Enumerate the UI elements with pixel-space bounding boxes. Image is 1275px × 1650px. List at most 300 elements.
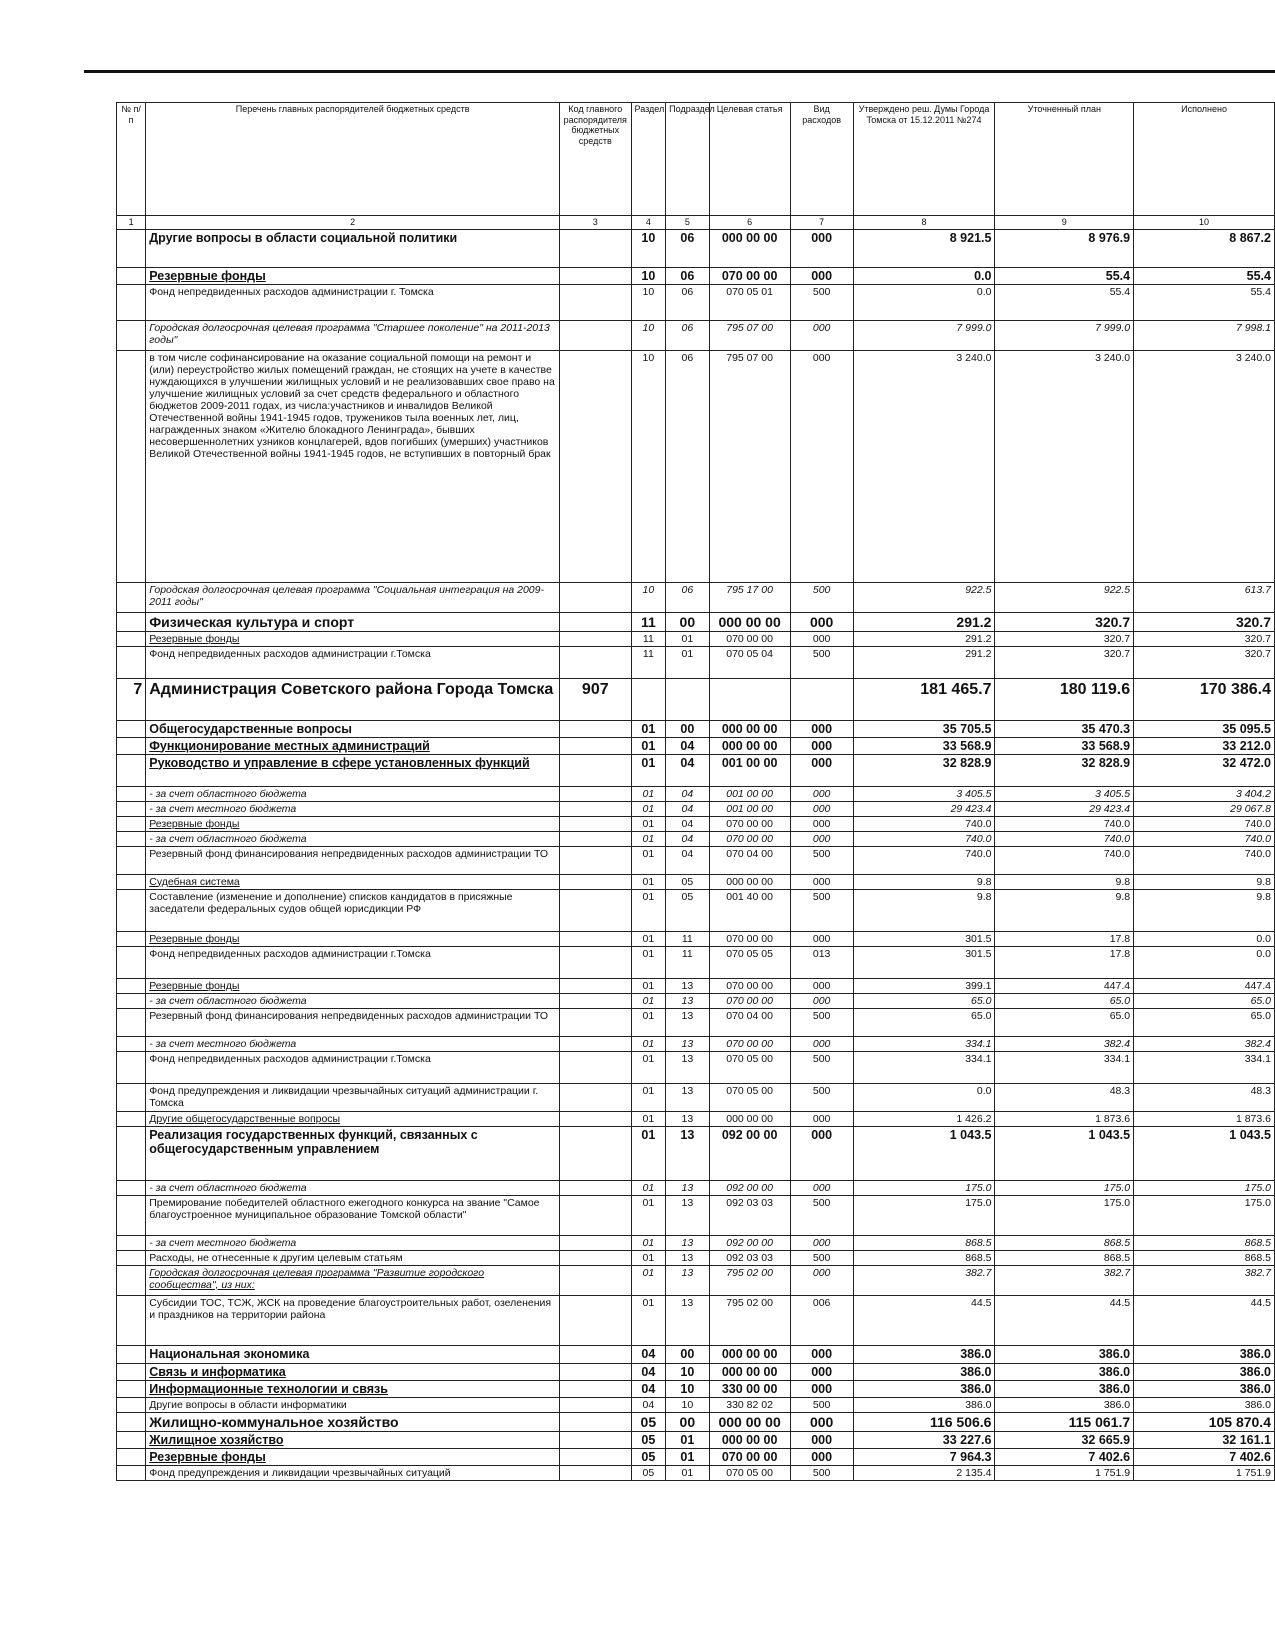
- table-row: [117, 801, 1275, 816]
- row-podrazdel: 13: [666, 1295, 709, 1345]
- row-name: Резервные фонды: [146, 1448, 560, 1465]
- row-podrazdel: 06: [666, 284, 709, 320]
- row-number: [117, 1465, 146, 1480]
- row-approved: 868.5: [853, 1235, 995, 1250]
- row-vid: 013: [790, 946, 853, 978]
- row-vid: 000: [790, 1448, 853, 1465]
- row-exec: 386.0: [1134, 1345, 1275, 1363]
- row-approved: 0.0: [853, 267, 995, 284]
- row-podrazdel: 01: [666, 1465, 709, 1480]
- colnum: 10: [1134, 216, 1275, 230]
- table-row: [117, 1180, 1275, 1195]
- row-target: 795 07 00: [709, 350, 790, 582]
- row-approved: 301.5: [853, 931, 995, 946]
- table-row: [117, 978, 1275, 993]
- row-plan: 382.4: [995, 1036, 1134, 1051]
- row-target: 000 00 00: [709, 737, 790, 754]
- row-approved: 0.0: [853, 284, 995, 320]
- row-name: Национальная экономика: [146, 1345, 560, 1363]
- row-plan: 33 568.9: [995, 737, 1134, 754]
- row-vid: 000: [790, 631, 853, 646]
- row-number: [117, 1380, 146, 1397]
- row-razdel: 01: [631, 816, 666, 831]
- row-plan: 65.0: [995, 993, 1134, 1008]
- row-plan: 382.7: [995, 1265, 1134, 1295]
- row-razdel: 04: [631, 1363, 666, 1380]
- row-podrazdel: 04: [666, 801, 709, 816]
- row-code: [560, 1250, 631, 1265]
- row-approved: 7 999.0: [853, 320, 995, 350]
- row-approved: 740.0: [853, 846, 995, 874]
- row-podrazdel: [666, 678, 709, 720]
- row-exec: 7 402.6: [1134, 1448, 1275, 1465]
- row-number: [117, 1363, 146, 1380]
- row-code: [560, 1363, 631, 1380]
- table-row: [117, 1126, 1275, 1180]
- row-vid: 000: [790, 1265, 853, 1295]
- row-target: 092 00 00: [709, 1180, 790, 1195]
- colnum: 2: [146, 216, 560, 230]
- row-approved: 32 828.9: [853, 754, 995, 786]
- row-target: 092 03 03: [709, 1195, 790, 1235]
- table-row: [117, 1295, 1275, 1345]
- row-podrazdel: 13: [666, 993, 709, 1008]
- row-target: 070 00 00: [709, 1036, 790, 1051]
- row-plan: 44.5: [995, 1295, 1134, 1345]
- row-number: [117, 350, 146, 582]
- row-name: Связь и информатика: [146, 1363, 560, 1380]
- row-exec: 3 404.2: [1134, 786, 1275, 801]
- row-plan: 334.1: [995, 1051, 1134, 1083]
- row-number: [117, 846, 146, 874]
- row-name: Составление (изменение и дополнение) списков кандидатов в присяжные заседатели федеральных судов общей юрисдикции РФ: [146, 889, 560, 931]
- row-razdel: 01: [631, 1295, 666, 1345]
- row-code: 907: [560, 678, 631, 720]
- row-code: [560, 874, 631, 889]
- row-razdel: 01: [631, 1180, 666, 1195]
- row-plan: 180 119.6: [995, 678, 1134, 720]
- row-name: Фонд непредвиденных расходов администрации г.Томска: [146, 1051, 560, 1083]
- row-podrazdel: 06: [666, 320, 709, 350]
- row-exec: 170 386.4: [1134, 678, 1275, 720]
- row-code: [560, 831, 631, 846]
- table-row: [117, 1448, 1275, 1465]
- row-vid: 500: [790, 846, 853, 874]
- row-approved: 291.2: [853, 631, 995, 646]
- row-plan: 447.4: [995, 978, 1134, 993]
- row-plan: 29 423.4: [995, 801, 1134, 816]
- row-name: Премирование победителей областного ежегодного конкурса на звание "Самое благоустроенное муниципальное образование Томской области": [146, 1195, 560, 1235]
- row-name: Городская долгосрочная целевая программа "Старшее поколение" на 2011-2013 годы": [146, 320, 560, 350]
- row-exec: 1 873.6: [1134, 1111, 1275, 1126]
- row-vid: 000: [790, 978, 853, 993]
- row-target: 000 00 00: [709, 1111, 790, 1126]
- row-razdel: [631, 678, 666, 720]
- row-exec: 44.5: [1134, 1295, 1275, 1345]
- row-podrazdel: 13: [666, 978, 709, 993]
- row-approved: 740.0: [853, 831, 995, 846]
- row-exec: 32 161.1: [1134, 1431, 1275, 1448]
- row-vid: 000: [790, 1036, 853, 1051]
- row-target: 070 05 00: [709, 1083, 790, 1111]
- row-approved: 9.8: [853, 874, 995, 889]
- row-code: [560, 1295, 631, 1345]
- header-approved: Утверждено реш. Думы Города Томска от 15.12.2011 №274: [853, 103, 995, 216]
- row-approved: 1 043.5: [853, 1126, 995, 1180]
- row-exec: 1 043.5: [1134, 1126, 1275, 1180]
- row-name: Другие общегосударственные вопросы: [146, 1111, 560, 1126]
- row-approved: 9.8: [853, 889, 995, 931]
- row-razdel: 10: [631, 320, 666, 350]
- row-number: [117, 737, 146, 754]
- row-exec: 320.7: [1134, 631, 1275, 646]
- row-number: [117, 284, 146, 320]
- row-podrazdel: 01: [666, 631, 709, 646]
- table-row: [117, 631, 1275, 646]
- table-row: [117, 1265, 1275, 1295]
- row-number: [117, 612, 146, 631]
- row-number: [117, 786, 146, 801]
- row-name: Общегосударственные вопросы: [146, 720, 560, 737]
- row-approved: 65.0: [853, 993, 995, 1008]
- row-name: Городская долгосрочная целевая программа "Развитие городского сообщества", из них:: [146, 1265, 560, 1295]
- row-exec: 868.5: [1134, 1250, 1275, 1265]
- row-razdel: 01: [631, 1235, 666, 1250]
- row-razdel: 01: [631, 754, 666, 786]
- row-razdel: 01: [631, 946, 666, 978]
- top-rule: [84, 70, 1275, 73]
- row-vid: 000: [790, 320, 853, 350]
- row-podrazdel: 13: [666, 1008, 709, 1036]
- row-name: Другие вопросы в области информатики: [146, 1397, 560, 1412]
- row-razdel: 10: [631, 284, 666, 320]
- row-podrazdel: 10: [666, 1397, 709, 1412]
- row-name: Фонд предупреждения и ликвидации чрезвычайных ситуаций: [146, 1465, 560, 1480]
- row-exec: 447.4: [1134, 978, 1275, 993]
- row-name: - за счет областного бюджета: [146, 831, 560, 846]
- row-number: [117, 1235, 146, 1250]
- row-number: [117, 1397, 146, 1412]
- row-plan: 35 470.3: [995, 720, 1134, 737]
- row-code: [560, 1111, 631, 1126]
- row-name: Физическая культура и спорт: [146, 612, 560, 631]
- row-vid: 000: [790, 1431, 853, 1448]
- row-name: Резервные фонды: [146, 978, 560, 993]
- row-podrazdel: 13: [666, 1250, 709, 1265]
- table-row: [117, 874, 1275, 889]
- row-number: [117, 831, 146, 846]
- row-name: Руководство и управление в сфере установленных функций: [146, 754, 560, 786]
- table-row: [117, 1195, 1275, 1235]
- row-code: [560, 1265, 631, 1295]
- row-approved: 382.7: [853, 1265, 995, 1295]
- row-razdel: 01: [631, 1051, 666, 1083]
- row-podrazdel: 13: [666, 1235, 709, 1250]
- row-code: [560, 612, 631, 631]
- row-name: Расходы, не отнесенные к другим целевым статьям: [146, 1250, 560, 1265]
- row-razdel: 01: [631, 801, 666, 816]
- table-row: [117, 1036, 1275, 1051]
- row-number: [117, 631, 146, 646]
- row-code: [560, 978, 631, 993]
- row-razdel: 10: [631, 267, 666, 284]
- row-code: [560, 1465, 631, 1480]
- row-podrazdel: 13: [666, 1180, 709, 1195]
- row-code: [560, 1051, 631, 1083]
- row-exec: 7 998.1: [1134, 320, 1275, 350]
- row-podrazdel: 04: [666, 831, 709, 846]
- row-number: [117, 582, 146, 612]
- table-row: [117, 229, 1275, 267]
- row-target: 000 00 00: [709, 612, 790, 631]
- row-code: [560, 1083, 631, 1111]
- row-name: Субсидии ТОС, ТСЖ, ЖСК на проведение благоустроительных работ, озеленения и праздников на территории района: [146, 1295, 560, 1345]
- row-podrazdel: 10: [666, 1380, 709, 1397]
- table-row: [117, 931, 1275, 946]
- row-exec: 740.0: [1134, 846, 1275, 874]
- row-vid: 000: [790, 831, 853, 846]
- row-razdel: 11: [631, 612, 666, 631]
- table-row: [117, 1397, 1275, 1412]
- row-plan: 3 405.5: [995, 786, 1134, 801]
- row-code: [560, 1345, 631, 1363]
- row-exec: 65.0: [1134, 993, 1275, 1008]
- row-code: [560, 1235, 631, 1250]
- row-podrazdel: 13: [666, 1051, 709, 1083]
- row-code: [560, 1126, 631, 1180]
- table-row: [117, 737, 1275, 754]
- row-name: Городская долгосрочная целевая программа "Социальная интеграция на 2009-2011 годы": [146, 582, 560, 612]
- row-approved: 334.1: [853, 1036, 995, 1051]
- row-podrazdel: 00: [666, 1345, 709, 1363]
- row-razdel: 01: [631, 846, 666, 874]
- row-target: 092 00 00: [709, 1126, 790, 1180]
- row-name: Реализация государственных функций, связанных с общегосударственным управлением: [146, 1126, 560, 1180]
- row-number: [117, 1431, 146, 1448]
- row-code: [560, 229, 631, 267]
- row-target: 070 05 05: [709, 946, 790, 978]
- table-row: [117, 946, 1275, 978]
- row-podrazdel: 04: [666, 737, 709, 754]
- row-approved: 44.5: [853, 1295, 995, 1345]
- row-plan: 115 061.7: [995, 1412, 1134, 1431]
- row-vid: 500: [790, 1051, 853, 1083]
- row-number: [117, 874, 146, 889]
- row-target: 000 00 00: [709, 720, 790, 737]
- row-podrazdel: 06: [666, 267, 709, 284]
- row-number: [117, 320, 146, 350]
- row-plan: 386.0: [995, 1363, 1134, 1380]
- table-row: [117, 816, 1275, 831]
- row-exec: 0.0: [1134, 931, 1275, 946]
- row-podrazdel: 13: [666, 1083, 709, 1111]
- row-name: - за счет областного бюджета: [146, 993, 560, 1008]
- row-code: [560, 267, 631, 284]
- row-number: [117, 931, 146, 946]
- row-exec: 175.0: [1134, 1180, 1275, 1195]
- row-exec: 3 240.0: [1134, 350, 1275, 582]
- row-podrazdel: 06: [666, 229, 709, 267]
- row-plan: 1 043.5: [995, 1126, 1134, 1180]
- row-name: Жилищное хозяйство: [146, 1431, 560, 1448]
- row-plan: 740.0: [995, 816, 1134, 831]
- table-row: [117, 754, 1275, 786]
- row-code: [560, 631, 631, 646]
- row-razdel: 05: [631, 1412, 666, 1431]
- row-plan: 55.4: [995, 284, 1134, 320]
- row-approved: 868.5: [853, 1250, 995, 1265]
- table-row: [117, 320, 1275, 350]
- row-code: [560, 931, 631, 946]
- table-row: [117, 1345, 1275, 1363]
- row-target: 000 00 00: [709, 1345, 790, 1363]
- row-number: [117, 1036, 146, 1051]
- row-vid: [790, 678, 853, 720]
- row-code: [560, 1036, 631, 1051]
- row-plan: 922.5: [995, 582, 1134, 612]
- row-approved: 33 227.6: [853, 1431, 995, 1448]
- row-target: 000 00 00: [709, 1363, 790, 1380]
- row-target: 070 00 00: [709, 267, 790, 284]
- table-row: [117, 1363, 1275, 1380]
- row-target: 070 00 00: [709, 631, 790, 646]
- row-name: Другие вопросы в области социальной политики: [146, 229, 560, 267]
- row-exec: 320.7: [1134, 612, 1275, 631]
- row-razdel: 01: [631, 889, 666, 931]
- row-vid: 500: [790, 284, 853, 320]
- row-vid: 000: [790, 720, 853, 737]
- row-plan: 9.8: [995, 889, 1134, 931]
- budget-table: [116, 102, 1275, 1481]
- row-number: [117, 1126, 146, 1180]
- row-razdel: 01: [631, 1083, 666, 1111]
- row-plan: 175.0: [995, 1180, 1134, 1195]
- row-plan: 1 751.9: [995, 1465, 1134, 1480]
- row-approved: 29 423.4: [853, 801, 995, 816]
- row-exec: 386.0: [1134, 1380, 1275, 1397]
- table-row: [117, 889, 1275, 931]
- table-row: [117, 678, 1275, 720]
- row-razdel: 05: [631, 1431, 666, 1448]
- row-exec: 868.5: [1134, 1235, 1275, 1250]
- row-razdel: 01: [631, 1111, 666, 1126]
- row-exec: 9.8: [1134, 889, 1275, 931]
- row-podrazdel: 00: [666, 720, 709, 737]
- header-nn: № п/п: [117, 103, 146, 216]
- row-approved: 2 135.4: [853, 1465, 995, 1480]
- row-vid: 000: [790, 1412, 853, 1431]
- row-razdel: 01: [631, 993, 666, 1008]
- row-razdel: 04: [631, 1345, 666, 1363]
- table-row: [117, 267, 1275, 284]
- row-razdel: 01: [631, 786, 666, 801]
- row-target: [709, 678, 790, 720]
- row-target: 070 05 04: [709, 646, 790, 678]
- row-number: [117, 267, 146, 284]
- row-vid: 000: [790, 350, 853, 582]
- colnum: 9: [995, 216, 1134, 230]
- row-code: [560, 720, 631, 737]
- row-exec: 9.8: [1134, 874, 1275, 889]
- row-number: [117, 1083, 146, 1111]
- row-vid: 000: [790, 612, 853, 631]
- row-podrazdel: 10: [666, 1363, 709, 1380]
- row-code: [560, 846, 631, 874]
- row-approved: 116 506.6: [853, 1412, 995, 1431]
- row-target: 070 00 00: [709, 816, 790, 831]
- row-plan: 32 665.9: [995, 1431, 1134, 1448]
- row-target: 001 40 00: [709, 889, 790, 931]
- row-podrazdel: 00: [666, 612, 709, 631]
- row-target: 000 00 00: [709, 1431, 790, 1448]
- row-vid: 500: [790, 582, 853, 612]
- row-name: Судебная система: [146, 874, 560, 889]
- row-approved: 3 405.5: [853, 786, 995, 801]
- row-target: 070 05 00: [709, 1465, 790, 1480]
- row-podrazdel: 04: [666, 754, 709, 786]
- row-plan: 320.7: [995, 646, 1134, 678]
- row-name: Администрация Советского района Города Томска: [146, 678, 560, 720]
- row-approved: 175.0: [853, 1195, 995, 1235]
- row-exec: 740.0: [1134, 816, 1275, 831]
- row-plan: 386.0: [995, 1380, 1134, 1397]
- row-name: Фонд непредвиденных расходов администрации г. Томска: [146, 284, 560, 320]
- row-razdel: 05: [631, 1448, 666, 1465]
- table-row: [117, 1412, 1275, 1431]
- row-vid: 000: [790, 267, 853, 284]
- row-podrazdel: 05: [666, 889, 709, 931]
- row-code: [560, 1008, 631, 1036]
- row-approved: 386.0: [853, 1397, 995, 1412]
- row-podrazdel: 05: [666, 874, 709, 889]
- row-podrazdel: 04: [666, 786, 709, 801]
- row-code: [560, 786, 631, 801]
- row-name: Резервный фонд финансирования непредвиденных расходов администрации ТО: [146, 846, 560, 874]
- row-vid: 000: [790, 1380, 853, 1397]
- row-number: [117, 1195, 146, 1235]
- row-podrazdel: 13: [666, 1036, 709, 1051]
- table-row: [117, 1008, 1275, 1036]
- colnum: 7: [790, 216, 853, 230]
- row-vid: 000: [790, 993, 853, 1008]
- row-plan: 868.5: [995, 1250, 1134, 1265]
- row-target: 001 00 00: [709, 801, 790, 816]
- row-exec: 320.7: [1134, 646, 1275, 678]
- row-approved: 334.1: [853, 1051, 995, 1083]
- row-razdel: 11: [631, 646, 666, 678]
- row-number: 7: [117, 678, 146, 720]
- table-body: [117, 229, 1275, 1480]
- row-target: 070 00 00: [709, 978, 790, 993]
- row-code: [560, 582, 631, 612]
- row-razdel: 01: [631, 720, 666, 737]
- row-exec: 55.4: [1134, 267, 1275, 284]
- row-target: 070 00 00: [709, 931, 790, 946]
- row-number: [117, 889, 146, 931]
- row-vid: 500: [790, 889, 853, 931]
- table-row: [117, 1250, 1275, 1265]
- row-plan: 386.0: [995, 1345, 1134, 1363]
- header-name: Перечень главных распорядителей бюджетных средств: [146, 103, 560, 216]
- row-plan: 7 999.0: [995, 320, 1134, 350]
- row-code: [560, 816, 631, 831]
- row-code: [560, 946, 631, 978]
- row-plan: 175.0: [995, 1195, 1134, 1235]
- table-row: [117, 720, 1275, 737]
- row-razdel: 05: [631, 1465, 666, 1480]
- row-name: в том числе софинансирование на оказание социальной помощи на ремонт и (или) переустройство жилых помещений граждан, не стоящих на учете в качестве нуждающихся в улучшении жилищных условий и не реализовавших свое право на улучшение жилищных условий за счет средств федерального и областного бюджетов 2009-2011 годах, из числа:участников и инвалидов Великой Отечественной войны 1941-1945 годов, тружеников тыла военных лет, лиц, награжденных знаком «Жителю блокадного Ленинграда», бывших несовершеннолетних узников концлагерей, вдов погибших (умерших) участников Великой Отечественной войны 1941-1945 годов, не вступивших в повторный брак: [146, 350, 560, 582]
- row-vid: 500: [790, 646, 853, 678]
